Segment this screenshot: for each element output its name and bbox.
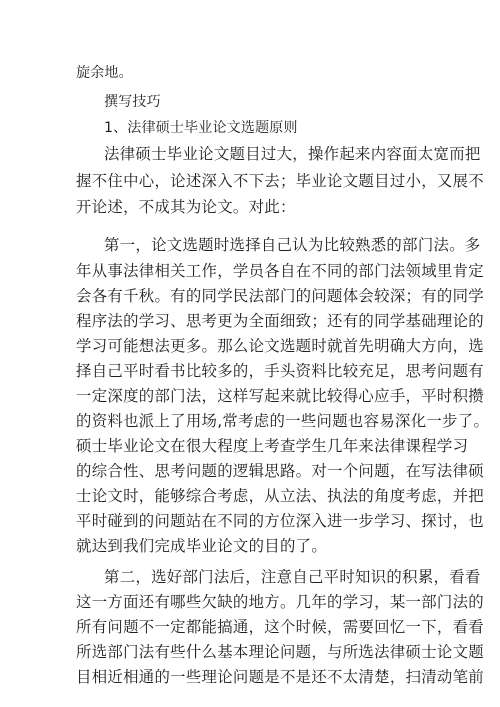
text-line-13: 一定深度的部门法，这样写起来就比较得心应手，平时积攒	[76, 387, 484, 405]
text-line-10: 程序法的学习、思考更为全面细致；还有的同学基础理论的	[76, 312, 484, 330]
text-line-15: 硕士毕业论文在很大程度上考查学生几年来法律课程学习	[76, 437, 469, 455]
text-line-8: 年从事法律相关工作，学员各自在不同的部门法领域里肯定	[76, 262, 484, 280]
text-line-19: 就达到我们完成毕业论文的目的了。	[76, 537, 328, 555]
text-line-21: 这一方面还有哪些欠缺的地方。几年的学习，某一部门法的	[76, 593, 484, 611]
text-line-18: 平时碰到的问题站在不同的方位深入进一步学习、探讨，也	[76, 512, 484, 530]
text-line-14: 的资料也派上了用场,常考虑的一些问题也容易深化一步了。	[76, 412, 490, 430]
text-line-22: 所有问题不一定都能搞通，这个时候，需要回忆一下，看看	[76, 618, 484, 636]
text-line-6: 开论述，不成其为论文。对此：	[76, 198, 296, 216]
text-line-9: 会各有千秋。有的同学民法部门的问题体会较深；有的同学	[76, 287, 484, 305]
text-line-16: 的综合性、思考问题的逻辑思路。对一个问题，在写法律硕	[76, 462, 484, 480]
text-line-7: 第一，论文选题时选择自己认为比较熟悉的部门法。多	[104, 236, 481, 254]
text-line-23: 所选部门法有些什么基本理论问题，与所选法律硕士论文题	[76, 643, 484, 661]
text-line-11: 学习可能想法更多。那么论文选题时就首先明确大方向，选	[76, 337, 484, 355]
text-line-1: 旋余地。	[76, 65, 133, 81]
section-heading: 撰写技巧	[104, 94, 161, 110]
text-line-20: 第二，选好部门法后，注意自己平时知识的积累，看看	[104, 568, 481, 586]
text-line-24: 目相近相通的一些理论问题是不是还不太清楚，扫清动笔前	[76, 668, 484, 686]
text-line-12: 择自己平时看书比较多的，手头资料比较充足，思考问题有	[76, 362, 484, 380]
text-line-4: 法律硕士毕业论文题目过大，操作起来内容面太宽而把	[104, 145, 481, 163]
text-line-17: 士论文时，能够综合考虑，从立法、执法的角度考虑，并把	[76, 487, 484, 505]
text-line-5: 握不住中心，论述深入不下去；毕业论文题目过小，又展不	[76, 172, 484, 190]
subsection-heading: 1、法律硕士毕业论文选题原则	[104, 120, 298, 136]
